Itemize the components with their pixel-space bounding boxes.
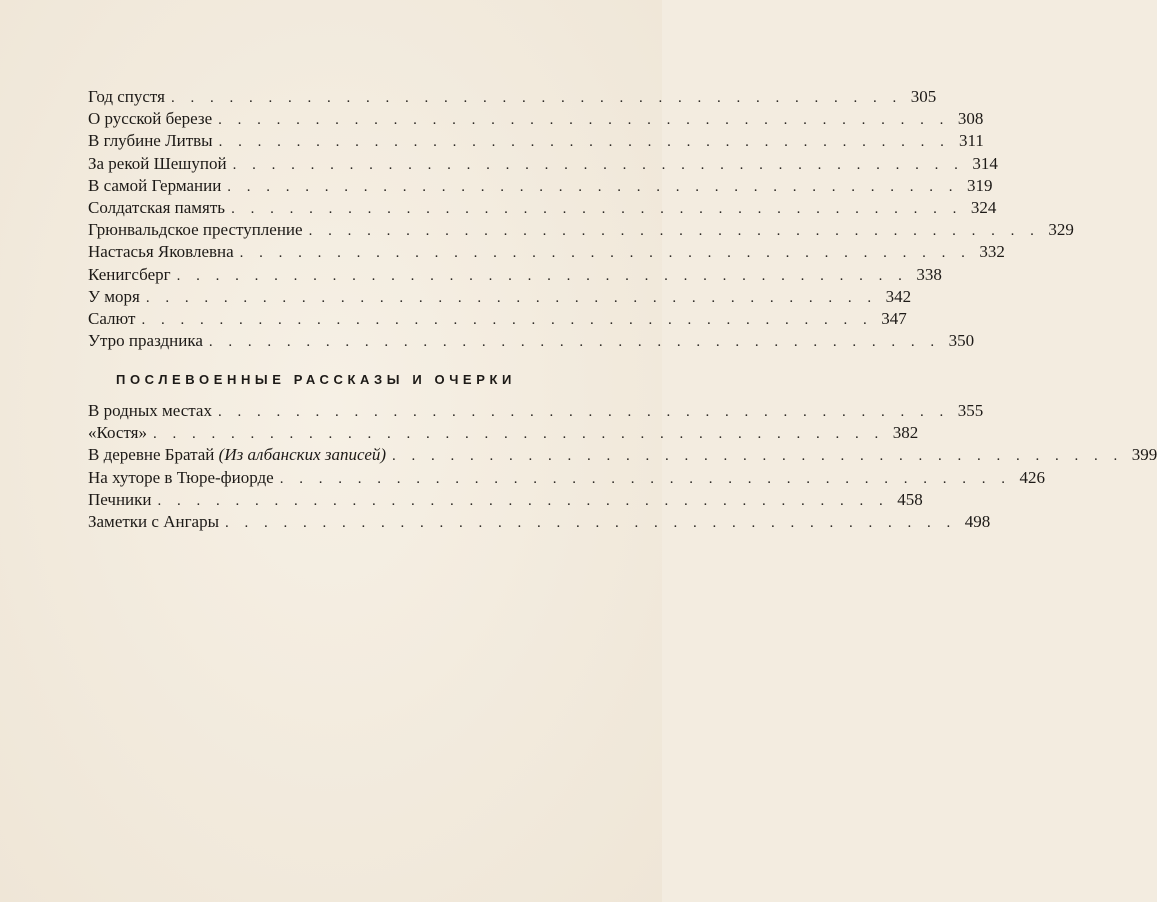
toc-entry (88, 241, 1005, 263)
entry-title: Год спустя (88, 87, 165, 106)
toc-entry (88, 422, 919, 444)
entry-title: На хуторе в Тюре-фиорде (88, 467, 274, 487)
dot-leader: . . . . . . . . . . . . . . . . . . . . . . . . . . . . . . . . . . . . . . (218, 112, 950, 129)
toc-entry (88, 153, 998, 175)
entry-title: В самой Германии (88, 175, 222, 195)
toc-entry (88, 130, 984, 152)
dot-leader: . . . . . . . . . . . . . . . . . . . . . . . . . . . . . . . . . . . . . . (170, 90, 903, 106)
entry-page: 426 (1019, 467, 1045, 487)
entry-title: Кенигсберг (88, 264, 171, 284)
dot-leader: . . . . . . . . . . . . . . . . . . . . . . . . . . . . . . . . . . . . . . (232, 156, 964, 173)
entry-title: «Костя» (88, 423, 147, 443)
entry-page: 314 (972, 153, 998, 173)
entry-page: 305 (910, 87, 937, 106)
toc-entry (88, 108, 984, 130)
dot-leader: . . . . . . . . . . . . . . . . . . . . . . . . . . . . . . . . . . . . . . (279, 470, 1011, 487)
toc-entry (88, 197, 997, 219)
entry-title: У моря (88, 286, 140, 306)
toc-entry (88, 264, 942, 286)
entry-page: 332 (979, 242, 1005, 262)
entry-page: 319 (967, 175, 993, 195)
dot-leader: . . . . . . . . . . . . . . . . . . . . . . . . . . . . . . . . . . . . . . (145, 289, 878, 306)
entry-page: 350 (948, 331, 975, 351)
dot-leader: . . . . . . . . . . . . . . . . . . . . . . . . . . . . . . . . . . . . . . (308, 223, 1040, 240)
section-heading: ПОСЛЕВОЕННЫЕ РАССКАЗЫ И ОЧЕРКИ (116, 372, 516, 387)
dot-leader: . . . . . . . . . . . . . . . . . . . . . . . . . . . . . . . . . . . . . . (208, 334, 941, 351)
entry-title: О русской березе (88, 109, 213, 129)
entry-title: В глубине Литвы (88, 131, 213, 151)
entry-title (88, 444, 392, 466)
dot-leader: . . . . . . . . . . . . . . . . . . . . . . . . . . . . . . . . . . . . . . (218, 134, 950, 151)
entry-page: 498 (964, 511, 991, 531)
entry-title: Утро праздника (88, 331, 203, 351)
dot-leader: . . . . . . . . . . . . . . . . . . . . . . . . . . . . . . . . . . . . . . (217, 404, 950, 420)
entry-title: За рекой Шешупой (88, 153, 227, 173)
entry-title: Печники (88, 489, 152, 509)
dot-leader: . . . . . . . . . . . . . . . . . . . . . . . . . . . . . . . . . . . . . . (176, 267, 908, 284)
toc-entry (88, 286, 912, 308)
dot-leader: . . . . . . . . . . . . . . . . . . . . . . . . . . . . . . . . . . . . . . (141, 311, 873, 328)
entry-title: Настасья Яковлевна (88, 242, 234, 262)
entry-title-italic: (Из албанских записей) (218, 445, 387, 465)
dot-leader: . . . . . . . . . . . . . . . . . . . . . . . . . . . . . . . . . . . . . . (239, 245, 971, 262)
entry-page: 347 (881, 308, 907, 328)
toc-entry (88, 511, 991, 533)
dot-leader: . . . . . . . . . . . . . . . . . . . . . . . . . . . . . . . . . . . . . . (392, 448, 1124, 465)
entry-page: 308 (957, 109, 984, 129)
entry-page: 342 (885, 286, 912, 306)
entry-page: 324 (970, 197, 997, 217)
entry-title: Грюнвальдское преступление (88, 220, 303, 240)
dot-leader: . . . . . . . . . . . . . . . . . . . . . . . . . . . . . . . . . . . . . . (227, 178, 959, 195)
entry-title: Салют (88, 308, 136, 328)
toc-entry (88, 175, 993, 197)
toc-entry (88, 400, 984, 422)
entry-page: 382 (892, 423, 919, 443)
toc-entry (88, 330, 975, 352)
entry-title: В родных местах (88, 401, 212, 420)
entry-title: Солдатская память (88, 197, 226, 217)
dot-leader: . . . . . . . . . . . . . . . . . . . . . . . . . . . . . . . . . . . . . . (225, 514, 957, 531)
toc-entry (88, 308, 907, 330)
entry-page: 399 (1131, 445, 1157, 465)
toc-part-1 (88, 86, 1074, 352)
toc-entry (88, 86, 937, 108)
dot-leader: . . . . . . . . . . . . . . . . . . . . . . . . . . . . . . . . . . . . . . (231, 200, 963, 217)
toc-entry (88, 489, 923, 511)
dot-leader: . . . . . . . . . . . . . . . . . . . . . . . . . . . . . . . . . . . . . . (157, 492, 889, 509)
dot-leader: . . . . . . . . . . . . . . . . . . . . . . . . . . . . . . . . . . . . . . (153, 426, 885, 443)
toc-entry (88, 467, 1045, 489)
entry-page: 458 (897, 489, 923, 509)
entry-title-main: В деревне Братай (88, 445, 219, 465)
toc-part-2 (88, 400, 1157, 533)
entry-page: 329 (1048, 220, 1074, 240)
toc-entry (88, 444, 1157, 466)
entry-title: Заметки с Ангары (88, 511, 220, 531)
entry-page: 338 (916, 264, 942, 284)
entry-page: 355 (957, 401, 984, 420)
toc-entry (88, 219, 1074, 241)
entry-page: 311 (958, 131, 984, 151)
